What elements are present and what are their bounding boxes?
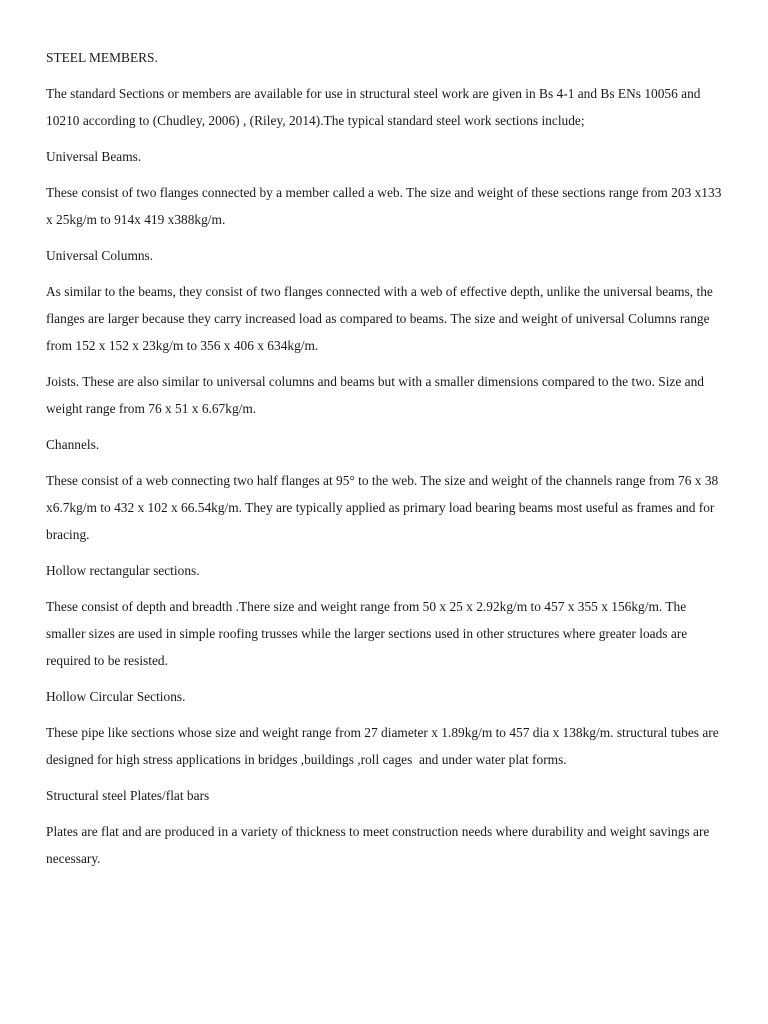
heading-hollow-circular: Hollow Circular Sections.	[46, 689, 186, 704]
paragraph-universal-columns: As similar to the beams, they consist of two flanges connected with a web of effective depth, unlike the universal beams, the flanges are larger because they carry increased load as compared to beams. The size and weight of universal Columns range from 152 x 152 x 23kg/m to 356 x 406 x 634kg/m.	[46, 284, 717, 353]
document-page	[46, 44, 726, 881]
heading-hollow-rectangular: Hollow rectangular sections.	[46, 563, 200, 578]
heading-universal-beams: Universal Beams.	[46, 149, 142, 164]
paragraph-universal-beams: These consist of two flanges connected by a member called a web. The size and weight of these sections range from 203 x133 x 25kg/m to 914x 419 x388kg/m.	[46, 185, 725, 227]
paragraph-joists: Joists. These are also similar to universal columns and beams but with a smaller dimensions compared to the two. Size and weight range from 76 x 51 x 6.67kg/m.	[46, 374, 708, 416]
section-title-steel-members: STEEL MEMBERS.	[46, 50, 158, 65]
paragraph-plates-flat-bars: Plates are flat and are produced in a variety of thickness to meet construction needs where durability and weight savings are necessary.	[46, 824, 713, 866]
heading-channels: Channels.	[46, 437, 100, 452]
paragraph-hollow-rectangular: These consist of depth and breadth .There size and weight range from 50 x 25 x 2.92kg/m to 457 x 355 x 156kg/m. The smaller sizes are used in simple roofing trusses while the larger sections used in other structures where greater loads are required to be resisted.	[46, 599, 691, 668]
heading-universal-columns: Universal Columns.	[46, 248, 154, 263]
paragraph-hollow-circular: These pipe like sections whose size and weight range from 27 diameter x 1.89kg/m to 457 dia x 138kg/m. structural tubes are designed for high stress applications in bridges ,buildings ,roll cages and under water plat forms.	[46, 725, 723, 767]
paragraph-intro: The standard Sections or members are available for use in structural steel work are given in Bs 4-1 and Bs ENs 10056 and 10210 according to (Chudley, 2006) , (Riley, 2014).The typical standard steel work sections include;	[46, 86, 704, 128]
paragraph-channels: These consist of a web connecting two half flanges at 95° to the web. The size and weight of the channels range from 76 x 38 x6.7kg/m to 432 x 102 x 66.54kg/m. They are typically applied as primary load bearing beams most useful as frames and for bracing.	[46, 473, 722, 542]
heading-plates-flat-bars: Structural steel Plates/flat bars	[46, 788, 210, 803]
